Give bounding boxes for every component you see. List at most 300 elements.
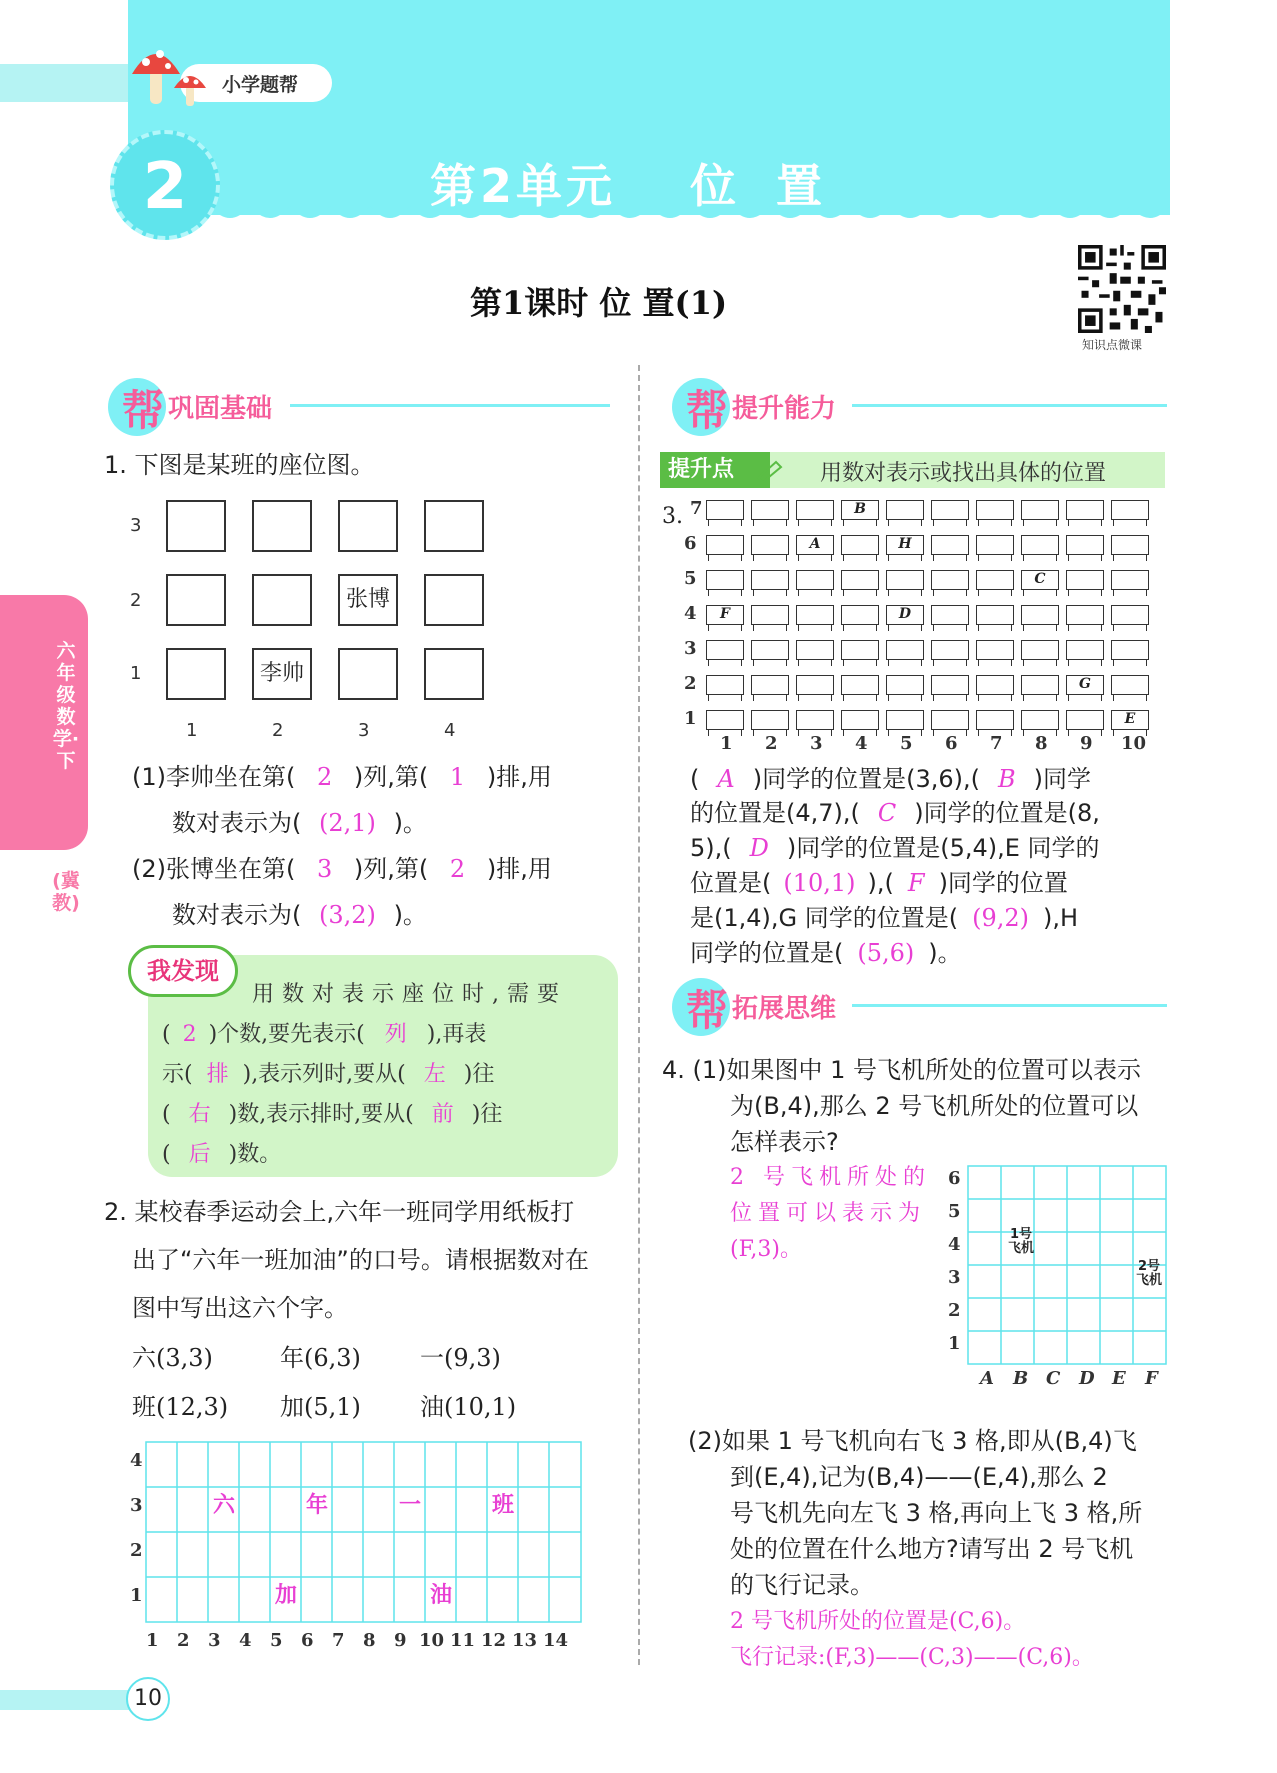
q2-col-label: 8 (363, 1630, 376, 1651)
desk: F (706, 605, 744, 625)
answer: 2 (317, 763, 333, 791)
desk (931, 605, 969, 625)
section-line (852, 1004, 1167, 1007)
q2-pair: 油(10,1) (420, 1393, 517, 1421)
desk-leg (933, 695, 967, 701)
text: )同学 (1033, 765, 1091, 793)
desk: G (1066, 675, 1104, 695)
column-divider (638, 365, 640, 1665)
discovery-line (162, 1015, 486, 1055)
q2-col-label: 11 (450, 1630, 476, 1651)
q3-row-label: 4 (684, 603, 697, 624)
q4-part2-answer: 2 号飞机所处的位置是(C,6)。 (730, 1609, 1026, 1634)
desk (706, 675, 744, 695)
plane-row-label: 6 (948, 1168, 961, 1189)
desk (1021, 710, 1059, 730)
desk-leg (978, 520, 1012, 526)
grid-char-ban: 班 (492, 1493, 515, 1518)
seat (338, 500, 398, 552)
q4-answer: 位置可以表示为 (730, 1201, 927, 1226)
plane-col-label: C (1046, 1368, 1061, 1389)
q3-col-label: 4 (855, 733, 868, 754)
answer: F (907, 869, 925, 897)
desk (706, 500, 744, 520)
q1-row-label: 3 (130, 515, 142, 536)
q2-pair: 一(9,3) (420, 1344, 501, 1372)
desk-leg (1113, 555, 1147, 561)
desk-leg (978, 660, 1012, 666)
text: ),表示列时,要从( (242, 1062, 406, 1087)
desk-leg (798, 660, 832, 666)
desk-leg (798, 520, 832, 526)
seat (424, 574, 484, 626)
desk (796, 605, 834, 625)
unit-title: 第2单元 (430, 159, 617, 213)
desk: C (1021, 570, 1059, 590)
desk (1066, 605, 1104, 625)
desk-leg (753, 660, 787, 666)
desk-leg (798, 695, 832, 701)
q3-col-label: 1 (720, 733, 733, 754)
q2-pair: 六(3,3) (132, 1344, 213, 1372)
section-title-basic: 巩固基础 (168, 394, 273, 424)
desk (1021, 640, 1059, 660)
desk (976, 535, 1014, 555)
desk-leg (1023, 625, 1057, 631)
q2-col-label: 12 (481, 1630, 507, 1651)
q3-line (690, 762, 1091, 796)
desk (751, 535, 789, 555)
desk-leg (843, 625, 877, 631)
desk-leg (1113, 520, 1147, 526)
desk-leg (933, 555, 967, 561)
answer: 列 (384, 1022, 407, 1047)
seat (252, 500, 312, 552)
text: )同学的位置 (938, 869, 1068, 897)
desk-leg (708, 520, 742, 526)
q2-pair: 加(5,1) (280, 1393, 361, 1421)
seat (424, 648, 484, 700)
text: )列,第( (353, 855, 429, 883)
desk (886, 710, 924, 730)
desk (841, 710, 879, 730)
q2-line: 2. 某校春季运动会上,六年一班同学用纸板打 (104, 1198, 575, 1226)
page-number: 10 (126, 1677, 170, 1721)
section-line (290, 404, 610, 407)
desk-leg (1023, 660, 1057, 666)
desk-leg (843, 660, 877, 666)
desk (706, 570, 744, 590)
desk-leg (933, 660, 967, 666)
qr-code-icon[interactable] (1078, 245, 1166, 333)
text: ),( (867, 869, 894, 897)
desk (1066, 570, 1104, 590)
desk (796, 675, 834, 695)
desk (931, 535, 969, 555)
text: 位置是( (690, 869, 772, 897)
desk-leg (753, 555, 787, 561)
text: 数对表示为( (172, 809, 302, 837)
text: ( (690, 765, 700, 793)
grid-char-nian: 年 (306, 1493, 329, 1518)
desk-leg (1113, 695, 1147, 701)
q2-row-label: 4 (130, 1450, 143, 1471)
desk-leg (888, 625, 922, 631)
desk (976, 710, 1014, 730)
q1-part2-line2 (172, 898, 427, 932)
q3-col-label: 9 (1080, 733, 1093, 754)
desk (1111, 535, 1149, 555)
q3-line (690, 936, 962, 970)
q3-col-label: 10 (1121, 733, 1147, 754)
desk-leg (798, 625, 832, 631)
desk-leg (933, 625, 967, 631)
answer: (9,2) (972, 904, 1030, 932)
desk-leg (798, 555, 832, 561)
q2-col-label: 2 (177, 1630, 190, 1651)
desk-leg (708, 695, 742, 701)
seat-lishuai: 李帅 (252, 648, 312, 700)
desk-leg (888, 520, 922, 526)
desk (931, 500, 969, 520)
pencil-icon (756, 458, 784, 482)
plane-2-label: 2号飞机 (1135, 1259, 1162, 1288)
answer: 后 (188, 1142, 211, 1167)
desk-leg (1113, 590, 1147, 596)
q4-answer: 2 号飞机所处的 (730, 1165, 931, 1190)
answer: B (997, 765, 1016, 793)
q4-part2-answer: 飞行记录:(F,3)——(C,3)——(C,6)。 (730, 1645, 1094, 1670)
desk-leg (843, 555, 877, 561)
q4-line: 4. (1)如果图中 1 号飞机所处的位置可以表示 (662, 1056, 1142, 1084)
q3-line (690, 831, 1100, 865)
desk-leg (753, 590, 787, 596)
desk-leg (753, 695, 787, 701)
desk-leg (1068, 625, 1102, 631)
desk (931, 640, 969, 660)
desk-leg (978, 695, 1012, 701)
q1-col-label: 4 (444, 720, 456, 741)
footer-stripe (0, 1690, 140, 1710)
desk-leg (1113, 660, 1147, 666)
desk (1111, 640, 1149, 660)
q2-col-label: 4 (239, 1630, 252, 1651)
desk (796, 570, 834, 590)
q3-col-label: 7 (990, 733, 1003, 754)
plane-col-label: F (1145, 1368, 1158, 1389)
q4-answer: (F,3)。 (730, 1237, 802, 1262)
q3-col-label: 5 (900, 733, 913, 754)
text: )列,第( (353, 763, 429, 791)
q2-col-label: 14 (543, 1630, 569, 1651)
desk (1021, 500, 1059, 520)
q2-col-label: 3 (208, 1630, 221, 1651)
seat (252, 574, 312, 626)
q1-row-label: 1 (130, 663, 142, 684)
lesson-title: 第1课时 位 置(1) (470, 284, 728, 322)
text: 示( (162, 1062, 193, 1087)
desk (976, 640, 1014, 660)
seat (166, 648, 226, 700)
desk-leg (708, 660, 742, 666)
desk (886, 675, 924, 695)
plane-row-label: 3 (948, 1267, 961, 1288)
desk (1021, 605, 1059, 625)
desk (931, 675, 969, 695)
brand-name: 小学题帮 (222, 74, 299, 96)
desk-leg (843, 520, 877, 526)
desk (751, 675, 789, 695)
desk (1021, 675, 1059, 695)
q1-part1-line2 (172, 806, 427, 840)
plane-row-label: 4 (948, 1234, 961, 1255)
q1-col-label: 2 (272, 720, 284, 741)
desk (1111, 500, 1149, 520)
desk (976, 675, 1014, 695)
desk: H (886, 535, 924, 555)
text: )往 (471, 1102, 503, 1127)
desk (841, 605, 879, 625)
q1-row-label: 2 (130, 590, 142, 611)
desk (1066, 710, 1104, 730)
q2-line: 出了“六年一班加油”的口号。请根据数对在 (132, 1246, 589, 1274)
header-wave (128, 196, 1170, 240)
plane-1-label: 1号飞机 (1007, 1227, 1034, 1256)
q2-grid (100, 1430, 600, 1650)
desk-leg (1023, 520, 1057, 526)
q2-col-label: 7 (332, 1630, 345, 1651)
q2-line: 图中写出这六个字。 (132, 1294, 348, 1322)
plane-col-label: A (980, 1368, 994, 1389)
discovery-line (162, 1135, 281, 1175)
desk (796, 640, 834, 660)
plane-col-label: D (1079, 1368, 1095, 1389)
q3-col-label: 6 (945, 733, 958, 754)
desk-leg (978, 555, 1012, 561)
text: )。 (928, 939, 962, 967)
desk-leg (753, 520, 787, 526)
side-tab-edition: (冀教) (52, 870, 80, 914)
tip-text: 用数对表示或找出具体的位置 (820, 461, 1107, 486)
desk (796, 500, 834, 520)
desk-leg (978, 590, 1012, 596)
q1-part2-line1 (132, 852, 552, 886)
section-bang: 帮 (122, 386, 165, 435)
desk (931, 570, 969, 590)
text: )。 (393, 901, 427, 929)
text: )排,用 (486, 855, 552, 883)
seat (338, 648, 398, 700)
section-line (852, 404, 1167, 407)
answer: 前 (431, 1102, 454, 1127)
text: ( (162, 1142, 171, 1167)
answer: 3 (317, 855, 333, 883)
text: 的位置是(4,7),( (690, 799, 860, 827)
q4-part2-line: 号飞机先向左飞 3 格,再向上飞 3 格,所 (730, 1499, 1143, 1527)
desk-leg (843, 590, 877, 596)
desk-leg (1023, 590, 1057, 596)
text: ),再表 (426, 1022, 487, 1047)
discovery-line: 用数对表示座位时,需要 (252, 982, 567, 1007)
section-title-extend: 拓展思维 (732, 994, 837, 1024)
q3-col-label: 2 (765, 733, 778, 754)
desk (751, 640, 789, 660)
desk-leg (888, 695, 922, 701)
text: ( (162, 1022, 171, 1047)
desk-leg (708, 625, 742, 631)
desk (1066, 535, 1104, 555)
desk-leg (753, 625, 787, 631)
desk (751, 500, 789, 520)
desk-leg (933, 590, 967, 596)
unit-number: 2 (142, 150, 188, 224)
desk-leg (1023, 695, 1057, 701)
desk (841, 675, 879, 695)
text: )个数,要先表示( (208, 1022, 365, 1047)
text: 是(1,4),G 同学的位置是( (690, 904, 959, 932)
section-bang: 帮 (686, 986, 729, 1035)
desk-leg (708, 590, 742, 596)
q4-part2-line: (2)如果 1 号飞机向右飞 3 格,即从(B,4)飞 (688, 1427, 1137, 1455)
desk (886, 500, 924, 520)
q2-row-label: 1 (130, 1585, 143, 1606)
desk (1111, 605, 1149, 625)
desk (1111, 570, 1149, 590)
q4-line: 怎样表示? (730, 1128, 839, 1156)
desk: B (841, 500, 879, 520)
text: )排,用 (486, 763, 552, 791)
desk (751, 710, 789, 730)
q1-col-label: 1 (186, 720, 198, 741)
header-left-stripe (0, 64, 128, 102)
answer: (10,1) (783, 869, 856, 897)
q2-pair: 班(12,3) (132, 1393, 229, 1421)
answer: 右 (188, 1102, 211, 1127)
text: ),H (1043, 904, 1079, 932)
text: ( (162, 1102, 171, 1127)
q1-stem: 1. 下图是某班的座位图。 (104, 451, 375, 479)
q3-line (690, 901, 1078, 935)
q4-part2-line: 的飞行记录。 (730, 1571, 874, 1599)
plane-col-label: E (1112, 1368, 1126, 1389)
plane-row-label: 5 (948, 1201, 961, 1222)
q4-part2-line: 处的位置在什么地方?请写出 2 号飞机 (730, 1535, 1134, 1563)
desk-leg (1113, 625, 1147, 631)
q2-col-label: 10 (419, 1630, 445, 1651)
answer: D (749, 834, 769, 862)
text: )同学的位置是(5,4),E 同学的 (786, 834, 1100, 862)
answer: 1 (449, 763, 466, 791)
q2-row-label: 2 (130, 1540, 143, 1561)
desk: E (1111, 710, 1149, 730)
answer: (5,6) (857, 939, 915, 967)
answer: C (877, 799, 897, 827)
q2-col-label: 5 (270, 1630, 283, 1651)
desk (1066, 500, 1104, 520)
header-band (128, 0, 1170, 215)
text: )往 (463, 1062, 495, 1087)
desk-leg (708, 555, 742, 561)
desk-leg (978, 625, 1012, 631)
text: 5),( (690, 834, 732, 862)
answer: 左 (423, 1062, 446, 1087)
answer: 2 (182, 1022, 197, 1047)
seat-zhangbo: 张博 (338, 574, 398, 626)
q3-number: 3. (662, 504, 683, 529)
desk-leg (1023, 555, 1057, 561)
desk-leg (888, 590, 922, 596)
grid-char-you: 油 (430, 1583, 453, 1608)
text: )同学的位置是(3,6),( (752, 765, 980, 793)
q2-row-label: 3 (130, 1495, 143, 1516)
q1-part1-line1 (132, 760, 552, 794)
q2-col-label: 13 (512, 1630, 538, 1651)
q4-line: 为(B,4),那么 2 号飞机所处的位置可以 (730, 1092, 1139, 1120)
desk (706, 535, 744, 555)
text: (1)李帅坐在第( (132, 763, 296, 791)
q3-row-label: 7 (690, 498, 703, 519)
desk-leg (843, 695, 877, 701)
text: )。 (393, 809, 427, 837)
desk-leg (1068, 695, 1102, 701)
seat (424, 500, 484, 552)
desk (796, 710, 834, 730)
q4-part2-line: 到(E,4),记为(B,4)——(E,4),那么 2 (730, 1463, 1108, 1491)
desk (1066, 640, 1104, 660)
text: 数对表示为( (172, 901, 302, 929)
desk (751, 605, 789, 625)
desk (751, 570, 789, 590)
section-title-advance: 提升能力 (732, 394, 837, 424)
desk-leg (888, 660, 922, 666)
desk: A (796, 535, 834, 555)
answer: A (717, 765, 735, 793)
q3-col-label: 3 (810, 733, 823, 754)
desk-leg (1068, 520, 1102, 526)
desk (841, 570, 879, 590)
qr-caption: 知识点微课 (1082, 338, 1143, 352)
grid-char-yi: 一 (399, 1493, 422, 1518)
plane-row-label: 1 (948, 1333, 961, 1354)
desk-leg (1068, 590, 1102, 596)
text: )同学的位置是(8, (914, 799, 1100, 827)
tip-tag: 提升点 (660, 452, 770, 488)
discovery-line (162, 1095, 502, 1135)
q3-line (690, 796, 1100, 830)
answer: (2,1) (319, 809, 376, 837)
desk (886, 640, 924, 660)
desk (976, 605, 1014, 625)
q3-line (690, 866, 1068, 900)
answer: 2 (449, 855, 466, 883)
q3-row-label: 6 (684, 533, 697, 554)
desk (931, 710, 969, 730)
desk-leg (888, 555, 922, 561)
text: )数。 (228, 1142, 282, 1167)
q2-col-label: 1 (146, 1630, 159, 1651)
desk (976, 570, 1014, 590)
plane-col-label: B (1013, 1368, 1029, 1389)
desk: D (886, 605, 924, 625)
desk-leg (933, 520, 967, 526)
desk-leg (1068, 660, 1102, 666)
discovery-tag: 我发现 (128, 945, 238, 997)
desk (976, 500, 1014, 520)
plane-row-label: 2 (948, 1300, 961, 1321)
grid-char-liu: 六 (213, 1493, 236, 1518)
mushroom-icon (128, 40, 212, 112)
desk (706, 710, 744, 730)
